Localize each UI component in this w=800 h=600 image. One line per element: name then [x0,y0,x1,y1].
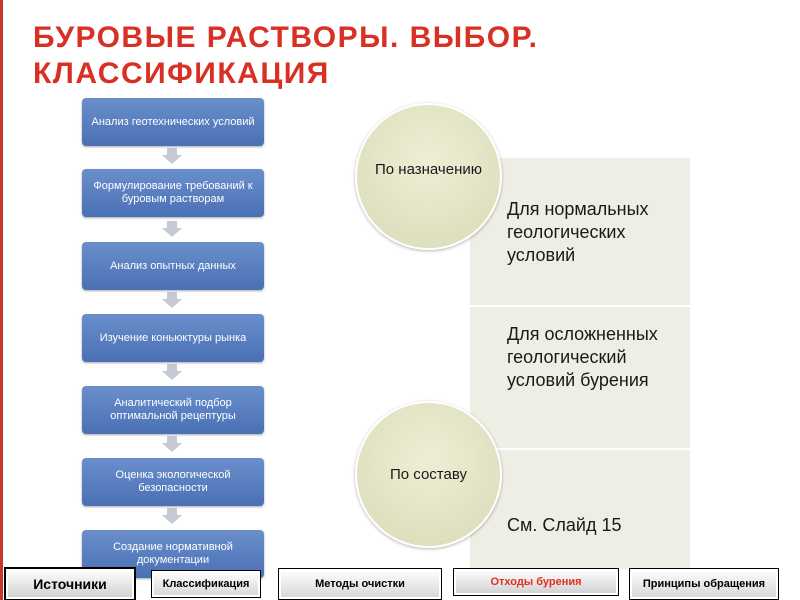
category-see-slide-link: См. Слайд 15 [507,515,622,535]
down-arrow-icon [162,436,182,452]
down-arrow-icon [162,292,182,308]
divider [470,448,690,450]
category-complicated-conditions: Для осложненных геологический условий бурения [507,324,658,390]
category-normal-conditions: Для нормальных геологических условий [507,199,649,265]
tab-drilling-waste[interactable]: Отходы бурения [453,568,619,596]
divider [470,305,690,307]
accent-bar [0,0,3,600]
down-arrow-icon [162,148,182,164]
flow-step-market-study: Изучение коньюктуры рынка [82,314,264,362]
tab-cleaning-methods[interactable]: Методы очистки [278,568,442,600]
tab-handling-principles[interactable]: Принципы обращения [629,568,779,600]
circle-label: По составу [390,465,467,483]
flow-step-eco-assessment: Оценка экологической безопасности [82,458,264,506]
circle-by-purpose [355,103,502,250]
circle-label: По назначению [375,160,482,178]
circle-by-composition [355,401,502,548]
slide-title: БУРОВЫЕ РАСТВОРЫ. ВЫБОР. КЛАССИФИКАЦИЯ [33,21,539,90]
down-arrow-icon [162,221,182,237]
flow-step-formula-selection: Аналитический подбор оптимальной рецептуры [82,386,264,434]
flow-step-geotech-analysis: Анализ геотехнических условий [82,98,264,146]
tab-classification[interactable]: Классификация [151,570,261,598]
flow-step-requirements: Формулирование требований к буровым растворам [82,169,264,217]
tab-sources[interactable]: Источники [5,568,135,600]
down-arrow-icon [162,508,182,524]
down-arrow-icon [162,364,182,380]
flow-step-experimental-data: Анализ опытных данных [82,242,264,290]
flow-step-documentation: Создание нормативной документации [82,530,264,578]
